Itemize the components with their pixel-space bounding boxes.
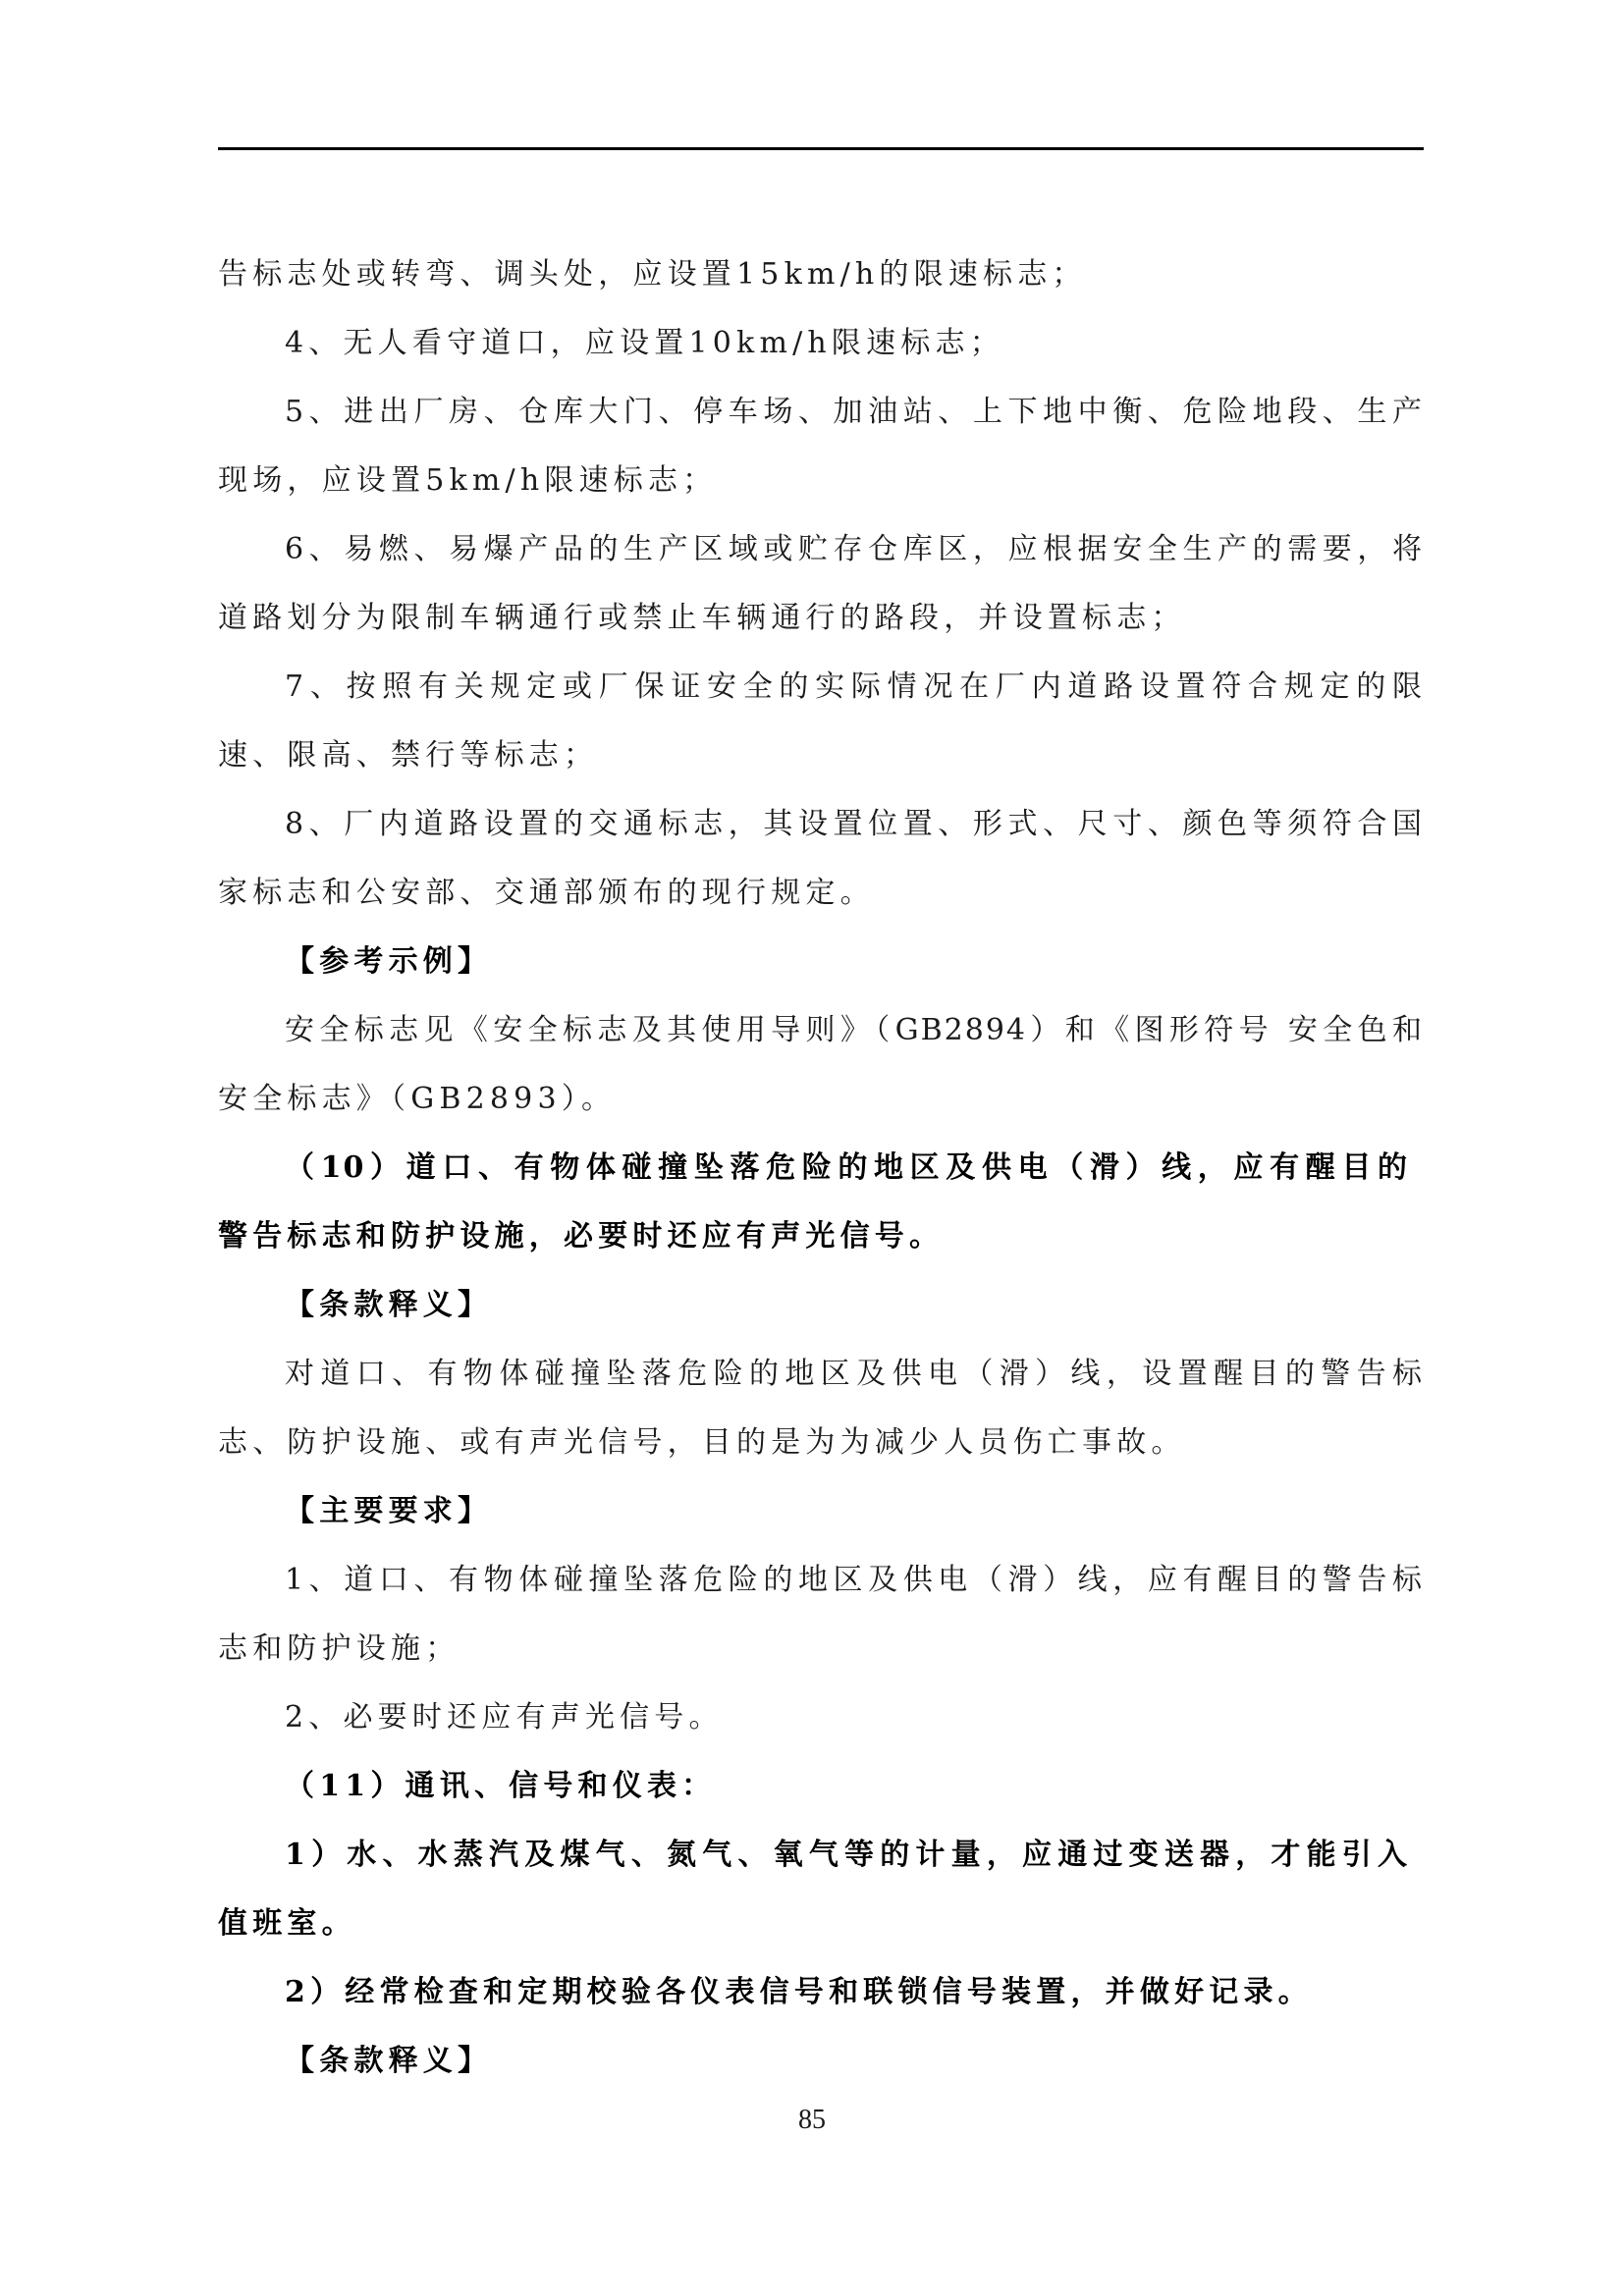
text-line: 2、必要时还应有声光信号。 [285,1700,724,1735]
clause-item-1-cont: 值班室。 [218,1906,356,1941]
text-line: 安全标志》（GB2893）。 [218,1082,617,1116]
text-line: 1、道口、有物体碰撞坠落危险的地区及供电（滑）线，应有醒目的警告标 [285,1563,1424,1597]
text-line: 6、易燃、易爆产品的生产区域或贮存仓库区，应根据安全生产的需要，将 [285,532,1424,566]
text-line: 对道口、有物体碰撞坠落危险的地区及供电（滑）线，设置醒目的警告标 [285,1357,1424,1391]
text-line: 7、按照有关规定或厂保证安全的实际情况在厂内道路设置符合规定的限 [285,669,1424,704]
section-heading-clause-explanation: 【条款释义】 [285,1288,493,1322]
text-line: 5、进出厂房、仓库大门、停车场、加油站、上下地中衡、危险地段、生产 [285,395,1424,429]
clause-item-2: 2）经常检查和定期校验各仪表信号和联锁信号装置，并做好记录。 [285,1975,1313,2009]
clause-heading-10: （10）道口、有物体碰撞坠落危险的地区及供电（滑）线，应有醒目的 [285,1150,1409,1185]
text-line: 安全标志见《安全标志及其使用导则》（GB2894）和《图形符号 安全色和 [285,1013,1424,1047]
text-line: 现场，应设置5km/h限速标志； [218,463,718,498]
text-line: 告标志处或转弯、调头处，应设置15km/h的限速标志； [218,257,1087,292]
section-heading-main-requirements: 【主要要求】 [285,1494,493,1528]
text-line: 志、防护设施、或有声光信号，目的是为为减少人员伤亡事故。 [218,1425,1186,1460]
text-line: 4、无人看守道口，应设置10km/h限速标志； [285,326,1004,360]
clause-item-1: 1）水、水蒸汽及煤气、氮气、氧气等的计量，应通过变送器，才能引入 [285,1838,1409,1872]
header-rule [218,147,1424,150]
section-heading-reference-example: 【参考示例】 [285,944,493,979]
text-line: 速、限高、禁行等标志； [218,738,599,773]
text-line: 家标志和公安部、交通部颁布的现行规定。 [218,876,875,910]
page-number: 85 [798,2105,826,2135]
clause-heading-11: （11）通讯、信号和仪表： [285,1769,717,1803]
text-line: 道路划分为限制车辆通行或禁止车辆通行的路段，并设置标志； [218,601,1186,635]
text-line: 8、厂内道路设置的交通标志，其设置位置、形式、尺寸、颜色等须符合国 [285,807,1424,841]
clause-heading-10-cont: 警告标志和防护设施，必要时还应有声光信号。 [218,1219,945,1254]
text-line: 志和防护设施； [218,1631,460,1666]
section-heading-clause-explanation: 【条款释义】 [285,2044,493,2078]
